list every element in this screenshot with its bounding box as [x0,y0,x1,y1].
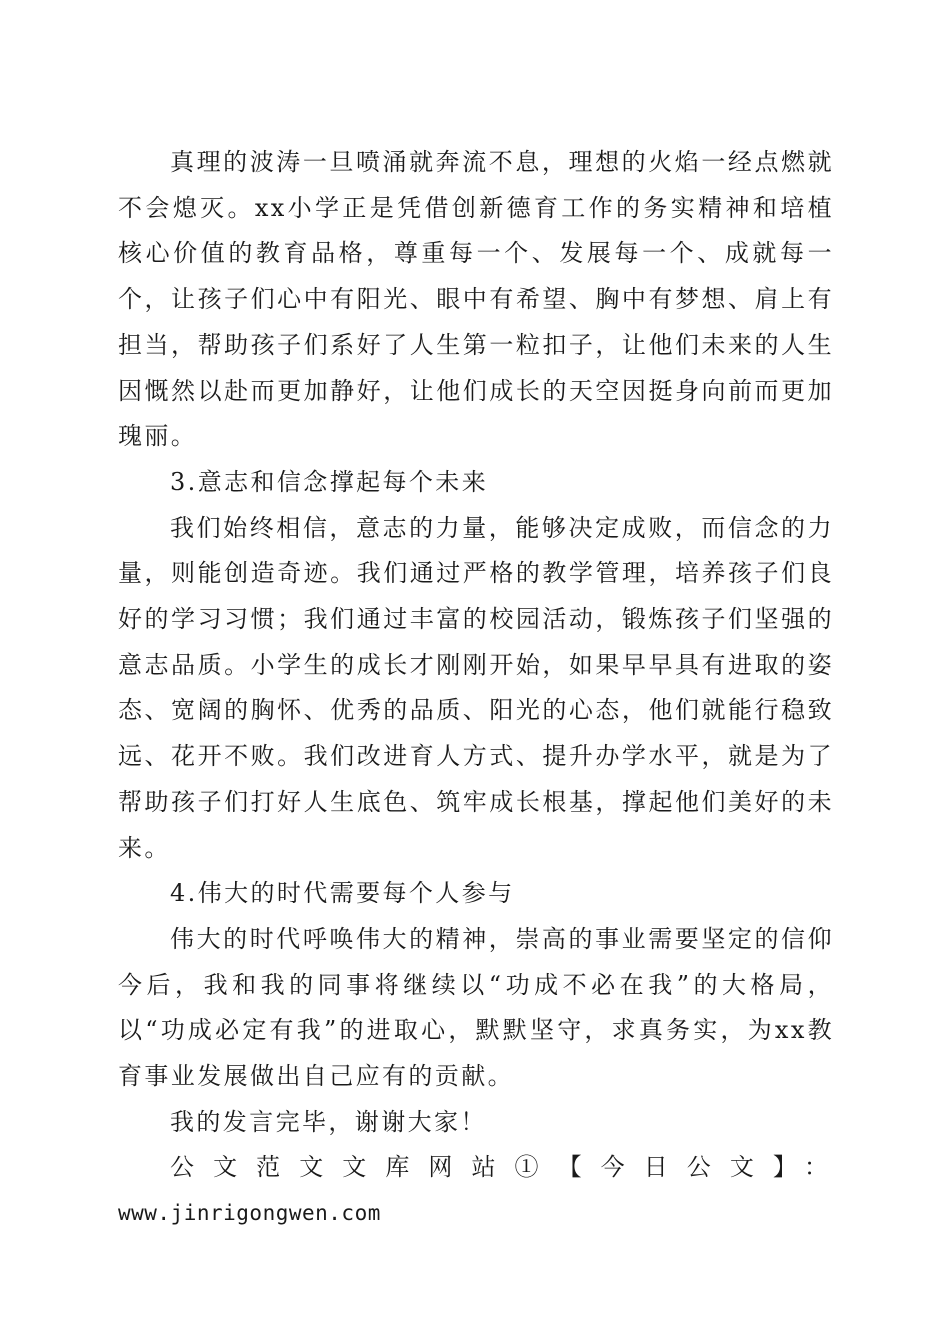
footer-source-label: 公文范文文库网站①【今日公文】： [170,1153,834,1182]
footer-url[interactable]: www.jinrigongwen.com [118,1201,381,1226]
section-heading-3: 3.意志和信念撑起每个未来 [170,467,489,496]
section-heading-4: 4.伟大的时代需要每个人参与 [170,879,515,908]
paragraph-ideal: 真理的波涛一旦喷涌就奔流不息，理想的火焰一经点燃就不会熄灭。xx小学正是凭借创新德育工作的务实精神和培植核心价值的教育品格，尊重每一个、发展每一个、成就每一个，让孩子们心中有阳光、眼中有希望、胸中有梦想、肩上有担当，帮助孩子们系好了人生第一粒扣子，让他们未来的人生因慨然以赴而更加静好，让他们成长的天空因挺身向前而更加瑰丽。 [118,148,834,451]
closing-remark: 我的发言完毕，谢谢大家！ [170,1107,487,1136]
paragraph-great-era: 伟大的时代呼唤伟大的精神，崇高的事业需要坚定的信仰今后，我和我的同事将继续以“功成不必在我”的大格局，以“功成必定有我”的进取心，默默坚守，求真务实，为xx教育事业发展做出自己应有的贡献。 [118,924,834,1091]
paragraph-will-and-belief: 我们始终相信，意志的力量，能够决定成败，而信念的力量，则能创造奇迹。我们通过严格的教学管理，培养孩子们良好的学习习惯；我们通过丰富的校园活动，锻炼孩子们坚强的意志品质。小学生的成长才刚刚开始，如果早早具有进取的姿态、宽阔的胸怀、优秀的品质、阳光的心态，他们就能行稳致远、花开不败。我们改进育人方式、提升办学水平，就是为了帮助孩子们打好人生底色、筑牢成长根基，撑起他们美好的未来。 [118,513,834,862]
document-page [118,140,834,1237]
